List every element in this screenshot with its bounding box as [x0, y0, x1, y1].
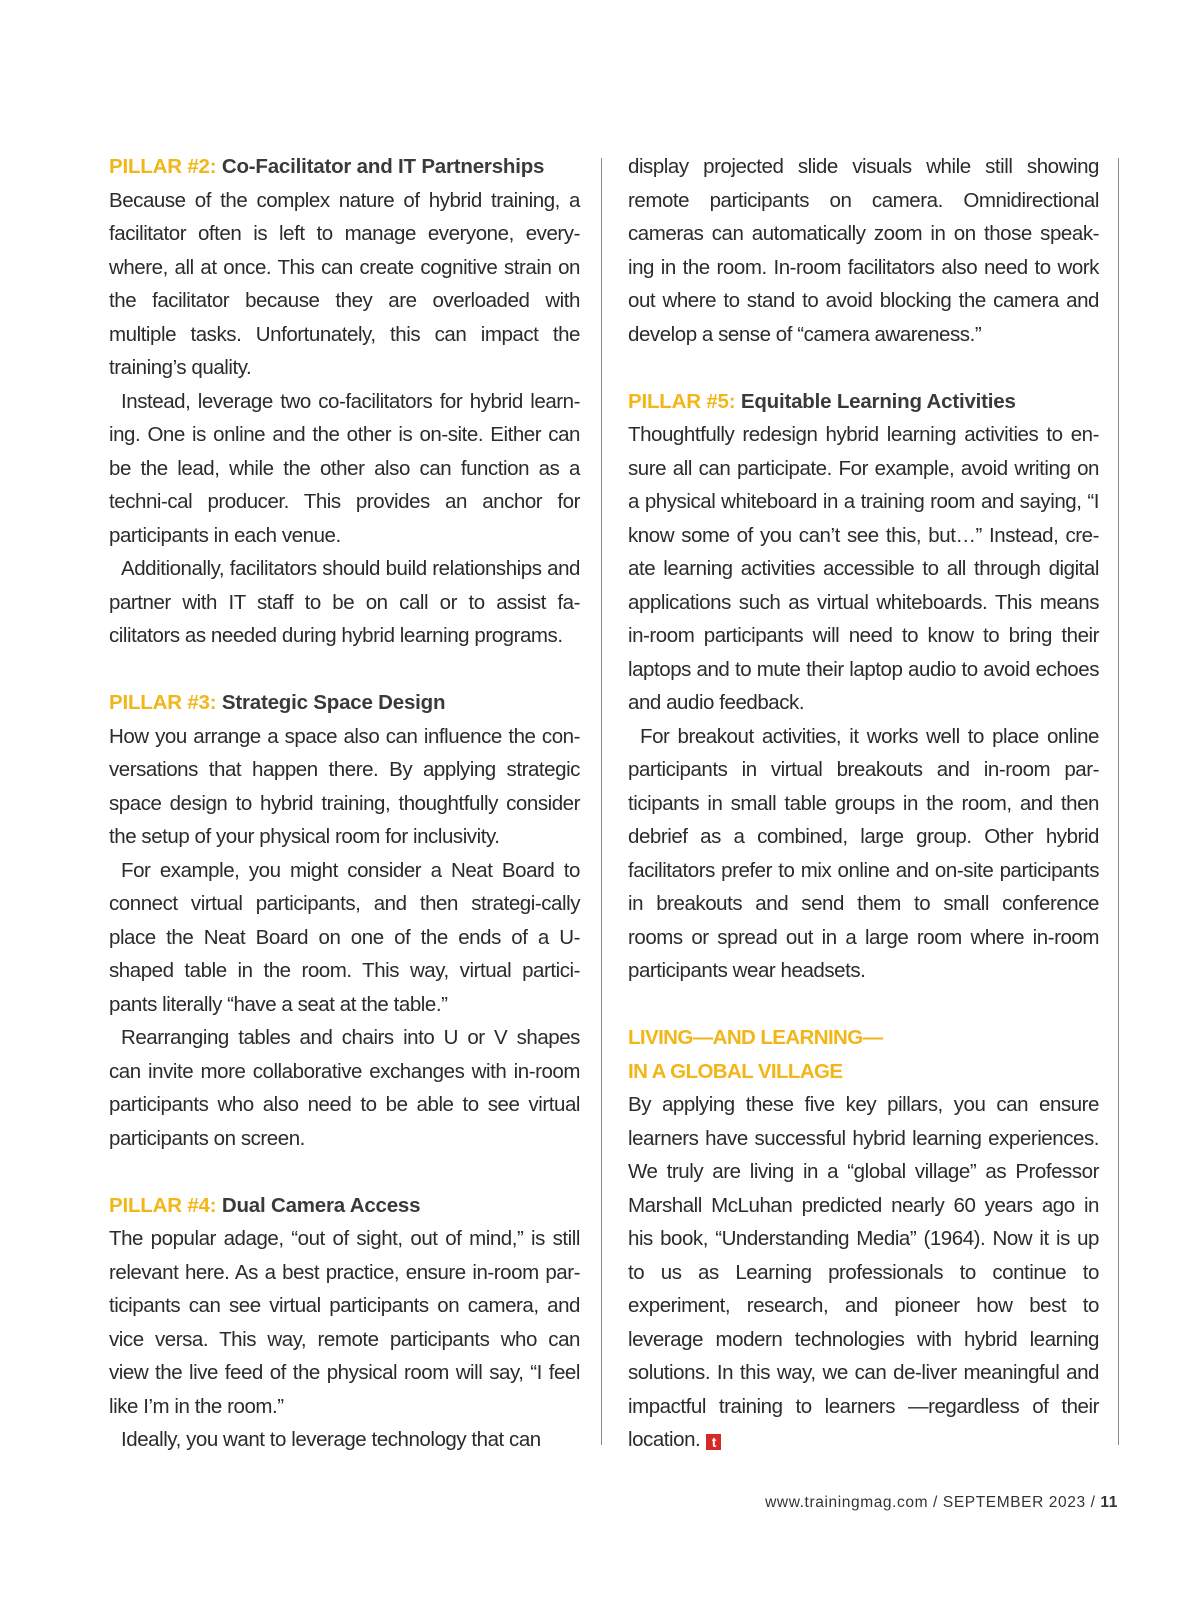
pillar4-tag: PILLAR #4: — [109, 1193, 217, 1217]
closing-paragraph-text: By applying these five key pillars, you can ensure learners have successful hybrid learning experiences. We truly are living in a “global village” as Professor Marshall McLuhan predicted nearly 60 years ago in his book, “Understanding Media” (1964). Now it is up to us as Learning professionals to continue to experiment, research, and pioneer how best to leverage modern technologies with hybrid learning solutions. In this way, we can de-liver meaningful and impactful training to learners —regardless of their location. — [628, 1093, 1099, 1451]
pillar2-tag: PILLAR #2: — [109, 155, 217, 178]
pillar4-paragraph-1: The popular adage, “out of sight, out of mind,” is still relevant here. As a best practice, ensure in-room par-ticipants can see virtual participants on camera, and vice versa. This way, remote participants who can view the live feed of the physical room will say, “I feel like I’m in the room.” — [109, 1227, 580, 1418]
pillar5-title: Equitable Learning Activities — [740, 389, 1016, 413]
pillar2-paragraph-1: Because of the complex nature of hybrid training, a facilitator often is left to manage everyone, every-where, all at once. This can create cognitive strain on the facilitator because they are overloaded with multiple tasks. Unfortunately, this can impact the training’s quality. — [109, 188, 580, 379]
left-column — [109, 150, 580, 1457]
pillar5-tag: PILLAR #5: — [628, 389, 736, 413]
pillar5-paragraph-2: For breakout activities, it works well to place online participants in virtual breakouts and in-room par-ticipants in small table groups in the room, and then debrief as a combined, large group. Other hybrid facilitators prefer to mix online and on-site participants in breakouts and send them to small conference rooms or spread out in a large room where in-room participants wear headsets. — [628, 724, 1099, 982]
page-footer — [720, 1494, 1118, 1512]
pillar4-heading — [109, 1189, 580, 1223]
end-mark-icon: t — [706, 1434, 721, 1450]
right-margin-rule — [1118, 158, 1119, 1445]
pillar4-title: Dual Camera Access — [221, 1193, 421, 1217]
closing-heading-line-1: LIVING—AND LEARNING— — [628, 1026, 883, 1049]
pillar3-tag: PILLAR #3: — [109, 691, 217, 714]
pillar2-title: Co-Facilitator and IT Partnerships — [221, 155, 545, 178]
pillar4-continued-paragraph: display projected slide visuals while still showing remote participants on camera. Omnidirectional cameras can automatically zoom in on those speak-ing in the room. In-room facilitators also need to work out where to stand to avoid blocking the camera and develop a sense of “camera awareness.” — [628, 155, 1099, 346]
pillar3-paragraph-1: How you arrange a space also can influence the con-versations that happen there. By applying strategic space design to hybrid training, thoughtfully consider the setup of your physical room for inclusivity. — [109, 724, 580, 848]
pillar3-heading — [109, 686, 580, 720]
column-divider — [601, 158, 602, 1445]
pillar3-title: Strategic Space Design — [221, 691, 446, 714]
footer-page-number: 11 — [1100, 1494, 1118, 1511]
closing-heading-line-2: IN A GLOBAL VILLAGE — [628, 1059, 843, 1083]
pillar5-paragraph-1: Thoughtfully redesign hybrid learning activities to en-sure all can participate. For example, avoid writing on a physical whiteboard in a training room and saying, “I know some of you can’t see this, but…” Instead, cre-ate learning activities accessible to all through digital applications such as virtual whiteboards. This means in-room participants will need to know to bring their laptops and to mute their laptop audio to avoid echoes and audio feedback. — [628, 423, 1099, 714]
pillar2-heading — [109, 150, 580, 184]
pillar3-paragraph-3: Rearranging tables and chairs into U or V shapes can invite more collaborative exchanges with in-room participants who also need to be able to see virtual participants on screen. — [109, 1026, 580, 1150]
footer-separator: / — [928, 1494, 943, 1511]
pillar4-paragraph-2: Ideally, you want to leverage technology that can — [121, 1428, 541, 1451]
right-column — [628, 150, 1099, 1457]
closing-paragraph — [628, 1088, 1099, 1457]
pillar3-paragraph-2: For example, you might consider a Neat Board to connect virtual participants, and then strategi-cally place the Neat Board on one of the ends of a U-shaped table in the room. This way, virtual partici-pants literally “have a seat at the table.” — [109, 858, 580, 1016]
footer-issue: SEPTEMBER 2023 — [942, 1494, 1086, 1511]
footer-separator-2: / — [1085, 1494, 1101, 1511]
pillar5-heading — [628, 385, 1099, 419]
footer-url: www.trainingmag.com — [765, 1494, 929, 1511]
pillar2-paragraph-3: Additionally, facilitators should build relationships and partner with IT staff to be on call or to assist fa-cilitators as needed during hybrid learning programs. — [109, 557, 580, 647]
closing-heading — [628, 1021, 1099, 1088]
pillar2-paragraph-2: Instead, leverage two co-facilitators for hybrid learn-ing. One is online and the other is on-site. Either can be the lead, while the other also can function as a techni-cal producer. This provides an anchor for participants in each venue. — [109, 389, 580, 547]
